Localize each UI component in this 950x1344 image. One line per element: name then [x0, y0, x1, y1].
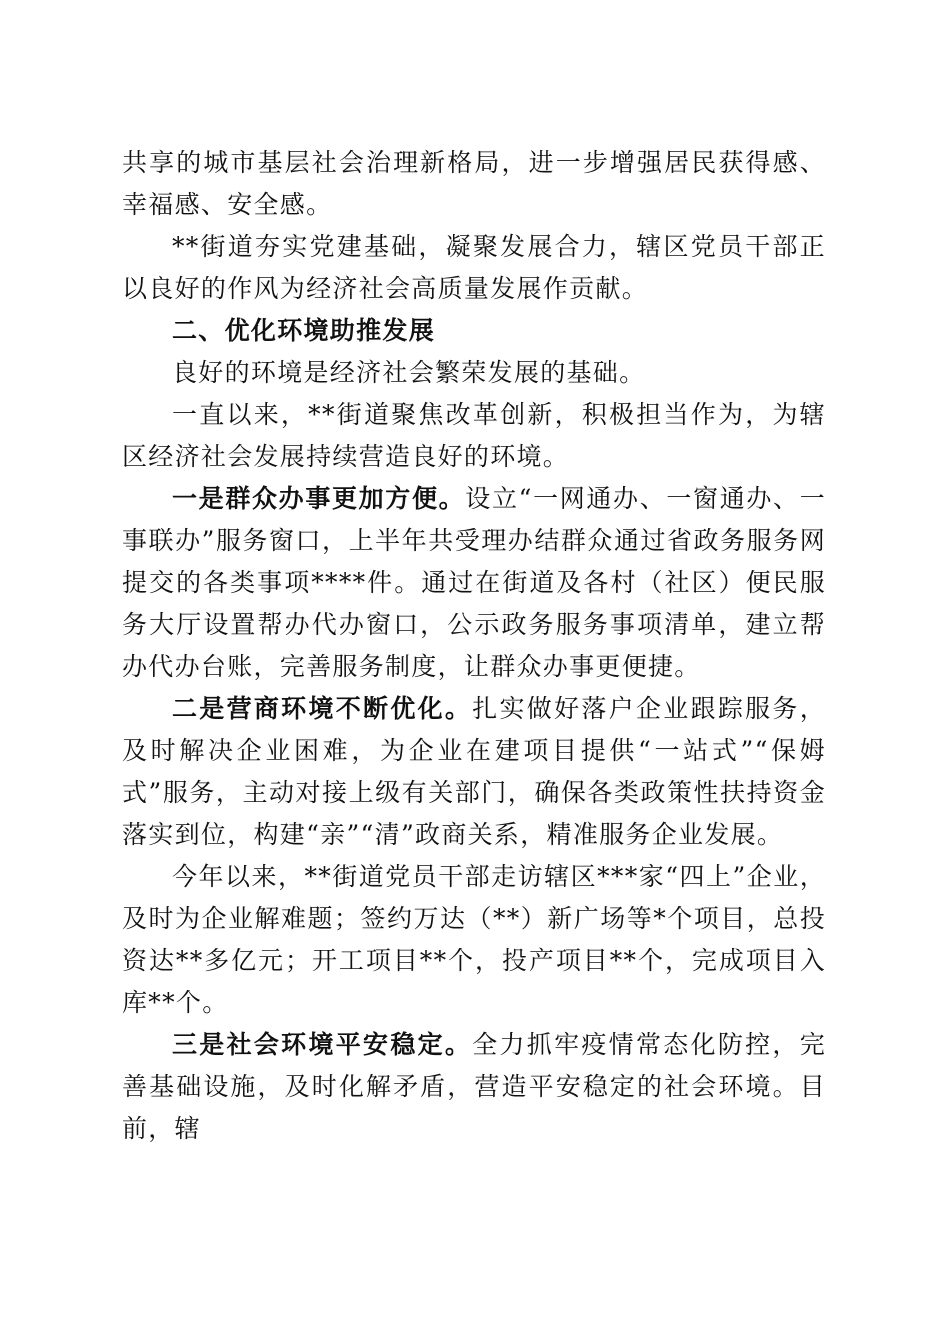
paragraph-1-text: 共享的城市基层社会治理新格局，进一步增强居民获得感、幸福感、安全感。 — [122, 148, 826, 219]
paragraph-1 — [122, 142, 826, 226]
paragraph-3 — [122, 352, 826, 394]
paragraph-7 — [122, 856, 826, 1024]
paragraph-7-text: 今年以来，**街道党员干部走访辖区***家“四上”企业，及时为企业解难题；签约万达（**）新广场等*个项目，总投资达**多亿元；开工项目**个，投产项目**个，完成项目入库**个。 — [122, 862, 826, 1017]
paragraph-2 — [122, 226, 826, 310]
paragraph-4-text: 一直以来，**街道聚焦改革创新，积极担当作为，为辖区经济社会发展持续营造良好的环境。 — [122, 400, 826, 471]
paragraph-2-text: **街道夯实党建基础，凝聚发展合力，辖区党员干部正以良好的作风为经济社会高质量发展作贡献。 — [122, 232, 826, 303]
paragraph-5-lead: 一是群众办事更加方便。 — [172, 484, 466, 513]
paragraph-8-text: 全力抓牢疫情常态化防控，完善基础设施，及时化解矛盾，营造平安稳定的社会环境。目前，辖 — [122, 1030, 826, 1143]
paragraph-3-text: 良好的环境是经济社会繁荣发展的基础。 — [172, 358, 646, 387]
paragraph-5-text: 设立“一网通办、一窗通办、一事联办”服务窗口，上半年共受理办结群众通过省政务服务网提交的各类事项****件。通过在街道及各村（社区）便民服务大厅设置帮办代办窗口，公示政务服务事项清单，建立帮办代办台账，完善服务制度，让群众办事更便捷。 — [122, 484, 826, 681]
paragraph-8-lead: 三是社会环境平安稳定。 — [172, 1030, 473, 1059]
paragraph-6-lead: 二是营商环境不断优化。 — [172, 694, 473, 723]
paragraph-4 — [122, 394, 826, 478]
paragraph-5 — [122, 478, 826, 688]
paragraph-8 — [122, 1024, 826, 1150]
paragraph-6-text: 扎实做好落户企业跟踪服务，及时解决企业困难，为企业在建项目提供“一站式”“保姆式”服务，主动对接上级有关部门，确保各类政策性扶持资金落实到位，构建“亲”“清”政商关系，精准服务企业发展。 — [122, 694, 826, 849]
section-heading: 二、优化环境助推发展 — [172, 316, 436, 345]
paragraph-6 — [122, 688, 826, 856]
document-body — [122, 142, 826, 1150]
